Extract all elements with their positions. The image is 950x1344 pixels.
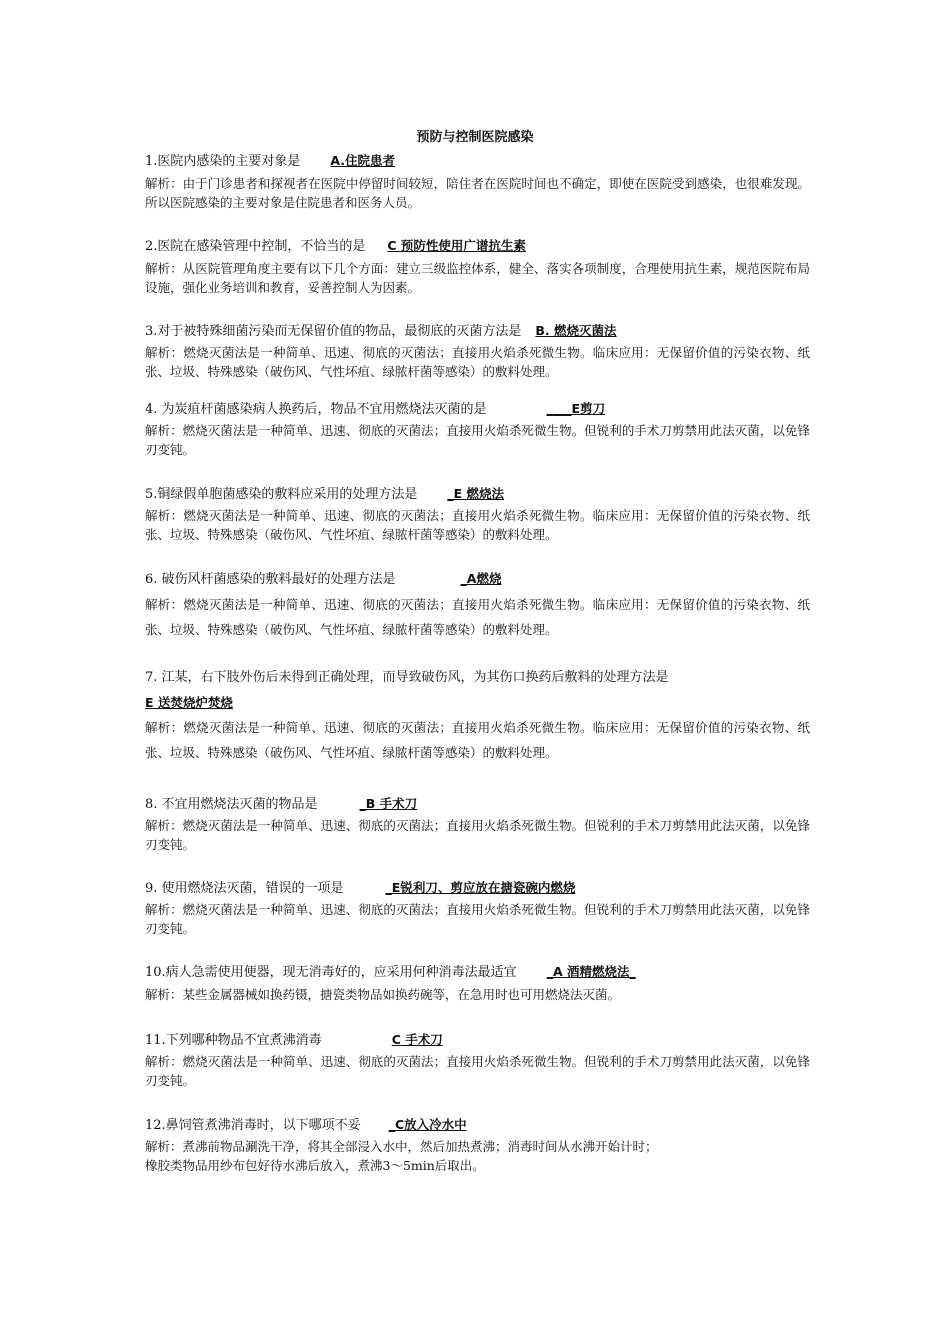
question-text: 11.下列哪种物品不宜煮沸消毒 <box>145 1033 322 1048</box>
explanation-8: 解析：燃烧灭菌法是一种简单、迅速、彻底的灭菌法；直接用火焰杀死微生物。但锐利的手术刀剪禁用此法灭菌，以免锋刃变钝。 <box>145 818 810 852</box>
question-text: 5.铜绿假单胞菌感染的敷料应采用的处理方法是 <box>145 487 418 502</box>
explanation-6: 解析：燃烧灭菌法是一种简单、迅速、彻底的灭菌法；直接用火焰杀死微生物。临床应用：无保留价值的污染衣物、纸张、垃圾、特殊感染（破伤风、气性坏疽、绿脓杆菌等感染）的敷料处理。 <box>145 597 810 637</box>
explanation-5: 解析：燃烧灭菌法是一种简单、迅速、彻底的灭菌法；直接用火焰杀死微生物。临床应用：无保留价值的污染衣物、纸张、垃圾、特殊感染（破伤风、气性坏疽、绿脓杆菌等感染）的敷料处理。 <box>145 508 810 542</box>
question-text: 8. 不宜用燃烧法灭菌的物品是 <box>145 797 318 812</box>
question-8 <box>145 795 815 814</box>
explanation-9: 解析：燃烧灭菌法是一种简单、迅速、彻底的灭菌法；直接用火焰杀死微生物。但锐利的手术刀剪禁用此法灭菌，以免锋刃变钝。 <box>145 902 810 936</box>
explanation-3: 解析：燃烧灭菌法是一种简单、迅速、彻底的灭菌法；直接用火焰杀死微生物。临床应用：无保留价值的污染衣物、纸张、垃圾、特殊感染（破伤风、气性坏疽、绿脓杆菌等感染）的敷料处理。 <box>145 345 810 379</box>
explanation-12: 解析：煮沸前物品涮洗干净，将其全部浸入水中，然后加热煮沸；消毒时间从水沸开始计时； <box>145 1139 658 1154</box>
answer: _B 手术刀 <box>359 796 418 811</box>
question-text: 2.医院在感染管理中控制，不恰当的是 <box>145 239 366 254</box>
explanation-12-line-2: 橡胶类物品用纱布包好待水沸后放入，煮沸3～5min后取出。 <box>145 1158 485 1173</box>
question-3 <box>145 322 815 341</box>
answer: C 手术刀 <box>391 1032 443 1047</box>
explanation-4: 解析：燃烧灭菌法是一种简单、迅速、彻底的灭菌法；直接用火焰杀死微生物。但锐利的手术刀剪禁用此法灭菌，以免锋刃变钝。 <box>145 423 810 457</box>
question-text: 10.病人急需使用便器，现无消毒好的，应采用何种消毒法最适宜 <box>145 965 517 980</box>
question-text: 6. 破伤风杆菌感染的敷料最好的处理方法是 <box>145 572 396 587</box>
explanation-2: 解析：从医院管理角度主要有以下几个方面：建立三级监控体系，健全、落实各项制度，合理使用抗生素，规范医院布局设施，强化业务培训和教育，妥善控制人为因素。 <box>145 261 810 295</box>
page-title: 预防与控制医院感染 <box>416 130 534 145</box>
question-5 <box>145 485 815 504</box>
answer: _E锐利刀、剪应放在搪瓷碗内燃烧 <box>385 880 576 895</box>
answer: _A燃烧 <box>460 571 502 586</box>
question-10 <box>145 963 815 982</box>
answer: _A 酒精燃烧法_ <box>546 964 636 979</box>
question-4 <box>145 400 815 419</box>
explanation-7: 解析：燃烧灭菌法是一种简单、迅速、彻底的灭菌法；直接用火焰杀死微生物。临床应用：无保留价值的污染衣物、纸张、垃圾、特殊感染（破伤风、气性坏疽、绿脓杆菌等感染）的敷料处理。 <box>145 720 810 760</box>
answer: C 预防性使用广谱抗生素 <box>387 238 526 253</box>
answer-7: E 送焚烧炉焚烧 <box>145 695 233 710</box>
question-text: 9. 使用燃烧法灭菌，错误的一项是 <box>145 881 344 896</box>
question-9 <box>145 879 815 898</box>
explanation-1: 解析：由于门诊患者和探视者在医院中停留时间较短，陪住者在医院时间也不确定，即使在医院受到感染，也很难发现。所以医院感染的主要对象是住院患者和医务人员。 <box>145 176 810 210</box>
answer: A.住院患者 <box>330 153 396 168</box>
question-7: 7. 江某，右下肢外伤后未得到正确处理，而导致破伤风，为其伤口换药后敷料的处理方法是 <box>145 670 669 685</box>
question-text: 3.对于被特殊细菌污染而无保留价值的物品，最彻底的灭菌方法是 <box>145 324 522 339</box>
explanation-10: 解析：某些金属器械如换药镊，搪瓷类物品如换药碗等，在急用时也可用燃烧法灭菌。 <box>145 987 621 1002</box>
explanation-11: 解析：燃烧灭菌法是一种简单、迅速、彻底的灭菌法；直接用火焰杀死微生物。但锐利的手术刀剪禁用此法灭菌，以免锋刃变钝。 <box>145 1054 810 1088</box>
question-1 <box>145 152 815 171</box>
question-text: 12.鼻饲管煮沸消毒时，以下哪项不妥 <box>145 1118 361 1133</box>
answer: _E 燃烧法 <box>447 486 505 501</box>
question-6 <box>145 570 815 589</box>
answer: _C放入冷水中 <box>388 1117 467 1132</box>
question-2 <box>145 237 815 256</box>
answer: ____E剪刀 <box>546 401 606 416</box>
question-text: 1.医院内感染的主要对象是 <box>145 154 301 169</box>
answer: B. 燃烧灭菌法 <box>535 323 617 338</box>
question-text: 4. 为炭疽杆菌感染病人换药后，物品不宜用燃烧法灭菌的是 <box>145 402 487 417</box>
question-11 <box>145 1031 815 1050</box>
question-12 <box>145 1116 815 1135</box>
